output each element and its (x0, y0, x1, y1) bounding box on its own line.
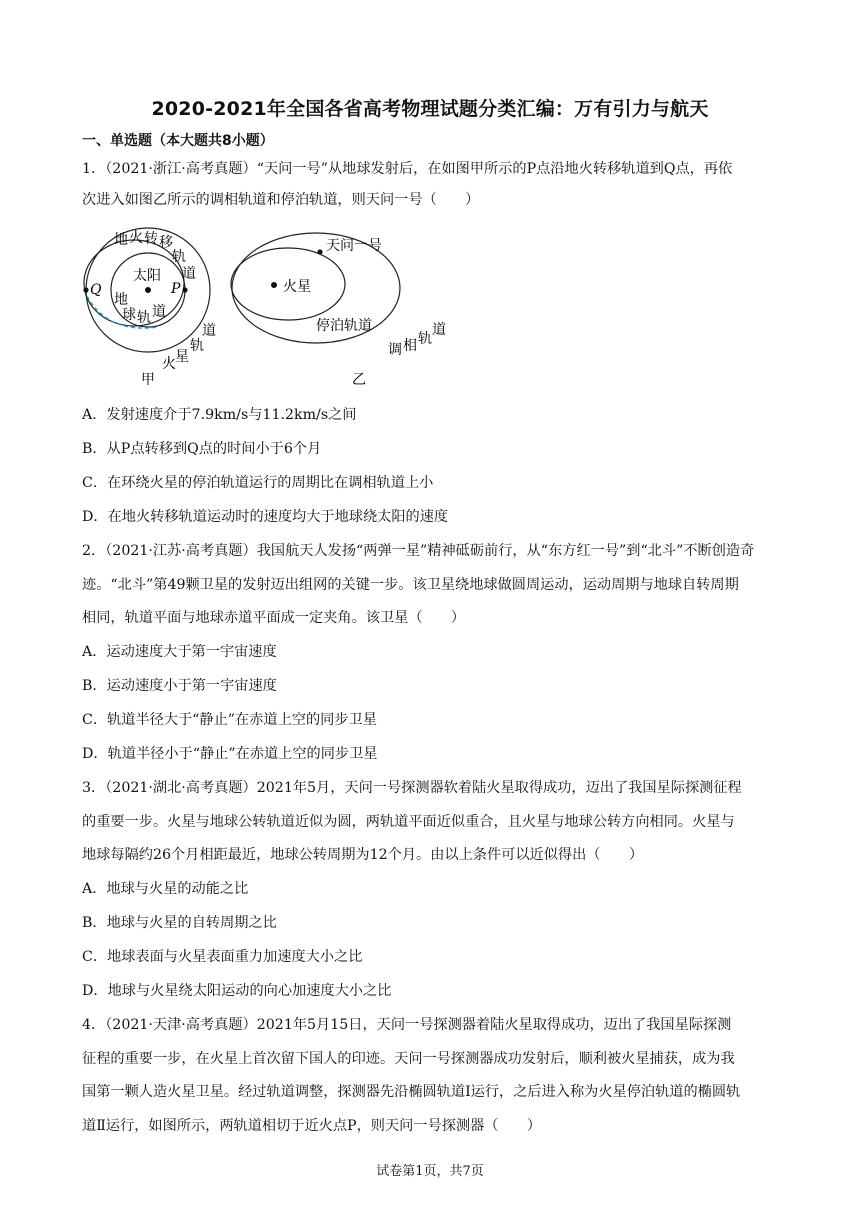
q2-line-2: 迹。“北斗”第49颗卫星的发射迈出组网的关键一步。该卫星绕地球做圆周运动，运动周期与地球自转周期 (82, 577, 739, 593)
sun-dot (145, 287, 151, 293)
label-p: P (171, 281, 181, 297)
label-mars-dao: 道 (202, 323, 216, 339)
q3-line-2: 的重要一步。火星与地球公转轨道近似为圆，两轨道平面近似重合，且火星与地球公转方向相同。火星与 (82, 814, 735, 830)
q2-option-d: D．轨道半径小于“静止”在赤道上空的同步卫星 (82, 746, 378, 762)
label-q: Q (90, 282, 102, 298)
label-parking: 停泊轨道 (316, 318, 372, 334)
caption-yi: 乙 (352, 372, 366, 388)
q2-option-b: B．运动速度小于第一宇宙速度 (82, 678, 277, 694)
label-transfer-huo: 火 (129, 230, 143, 246)
section-heading: 一、单选题（本大题共8小题） (82, 133, 274, 149)
label-phasing-tiao: 调 (388, 342, 402, 358)
q3-option-c: C．地球表面与火星表面重力加速度大小之比 (82, 949, 363, 965)
q2-line-1: 2．（2021·江苏·高考真题）我国航天人发扬“两弹一星”精神砥砺前行，从“东方红一号”到“北斗”不断创造奇 (82, 543, 755, 559)
label-sun: 太阳 (133, 268, 161, 284)
point-p (182, 287, 187, 292)
q1-line-2: 次进入如图乙所示的调相轨道和停泊轨道，则天问一号（ ） (82, 192, 480, 208)
label-transfer-yi: 移 (159, 235, 173, 251)
label-transfer-gui: 轨 (172, 249, 186, 265)
q1-option-a: A．发射速度介于7.9km/s与11.2km/s之间 (82, 407, 357, 423)
label-mars-gui: 轨 (190, 338, 204, 354)
label-earth-qiu: 球 (122, 307, 136, 323)
q2-option-a: A．运动速度大于第一宇宙速度 (82, 644, 277, 660)
q4-line-3: 国第一颗人造火星卫星。经过轨道调整，探测器先沿椭圆轨道Ⅰ运行，之后进入称为火星停泊轨道的椭圆轨 (82, 1084, 741, 1100)
q4-line-4: 道Ⅱ运行，如图所示，两轨道相切于近火点P，则天问一号探测器（ ） (82, 1118, 542, 1134)
q1-option-c: C．在环绕火星的停泊轨道运行的周期比在调相轨道上小 (82, 475, 434, 491)
point-q (83, 287, 88, 292)
q1-figure (78, 222, 478, 390)
figure-jia (83, 228, 216, 388)
q3-option-a: A．地球与火星的动能之比 (82, 881, 249, 897)
q4-line-2: 征程的重要一步，在火星上首次留下国人的印迹。天问一号探测器成功发射后，顺利被火星捕获，成为我 (82, 1051, 735, 1067)
label-transfer-dao: 道 (182, 266, 196, 282)
label-earth-dao: 道 (152, 304, 166, 320)
label-mars-xing: 星 (175, 349, 189, 365)
q1-option-d: D．在地火转移轨道运动时的速度均大于地球绕太阳的速度 (82, 509, 449, 525)
page-footer: 试卷第1页，共7页 (376, 1164, 484, 1179)
label-phasing-dao: 道 (432, 322, 446, 338)
q3-option-b: B．地球与火星的自转周期之比 (82, 915, 277, 931)
q3-option-d: D．地球与火星绕太阳运动的向心加速度大小之比 (82, 983, 392, 999)
q1-line-1: 1．（2021·浙江·高考真题）“天问一号”从地球发射后，在如图甲所示的P点沿地火转移轨道到Q点，再依 (82, 161, 733, 177)
caption-jia: 甲 (141, 372, 155, 388)
q3-line-1: 3．（2021·湖北·高考真题）2021年5月，天问一号探测器软着陆火星取得成功，迈出了我国星际探测征程 (82, 780, 742, 796)
label-transfer-zhuan: 转 (144, 231, 158, 247)
q2-option-c: C．轨道半径大于“静止”在赤道上空的同步卫星 (82, 712, 377, 728)
mars-dot (271, 282, 277, 288)
label-mars-huo: 火 (162, 356, 176, 372)
label-earth-di: 地 (114, 292, 128, 308)
label-earth-gui: 轨 (137, 310, 151, 326)
label-probe: 天问一号 (326, 238, 382, 254)
page-title: 2020-2021年全国各省高考物理试题分类汇编：万有引力与航天 (151, 98, 709, 120)
q1-option-b: B．从P点转移到Q点的时间小于6个月 (82, 441, 322, 457)
q2-line-3: 相同，轨道平面与地球赤道平面成一定夹角。该卫星（ ） (82, 610, 466, 626)
label-phasing-gui: 轨 (418, 331, 432, 347)
label-mars: 火星 (283, 279, 311, 295)
q3-line-3: 地球每隔约26个月相距最近，地球公转周期为12个月。由以上条件可以近似得出（ ） (82, 847, 644, 863)
label-transfer-di: 地 (114, 232, 128, 248)
probe-dot (317, 249, 322, 254)
label-phasing-xiang: 相 (403, 338, 417, 354)
figure-yi (231, 233, 446, 388)
q4-line-1: 4．（2021·天津·高考真题）2021年5月15日，天问一号探测器着陆火星取得成功，迈出了我国星际探测 (82, 1017, 732, 1033)
